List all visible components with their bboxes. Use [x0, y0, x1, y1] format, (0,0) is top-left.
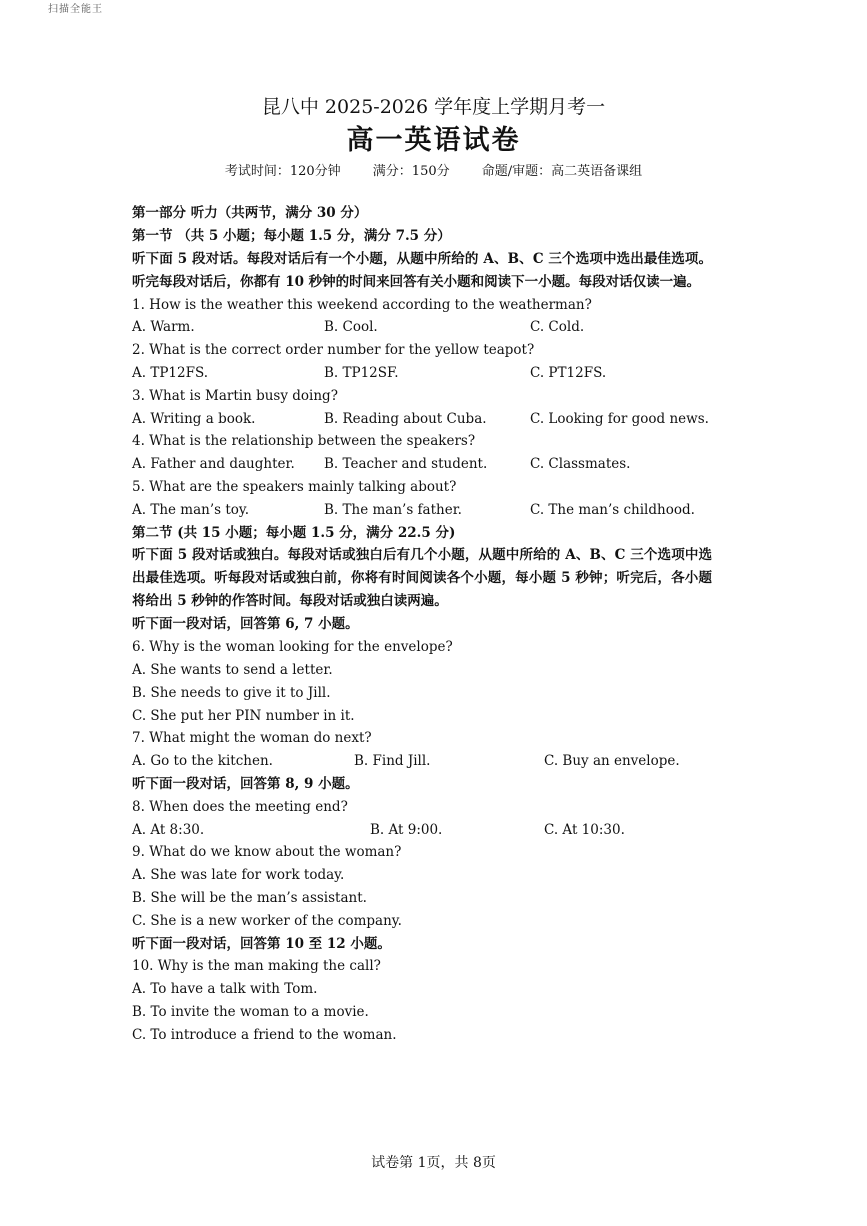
question-stem: 5. What are the speakers mainly talking about?: [132, 478, 457, 495]
question-options: [132, 408, 712, 431]
option-a: A. Warm.: [132, 319, 195, 336]
page-footer: 试卷第 1页，共 8页: [371, 1155, 496, 1171]
question-stem: 8. When does the meeting end?: [132, 798, 348, 815]
setter: 命题/审题：高二英语备课组: [481, 164, 643, 179]
option-c: C. The man’s childhood.: [530, 501, 695, 518]
question-stem: 7. What might the woman do next?: [132, 730, 372, 747]
question-stem: 2. What is the correct order number for the yellow teapot?: [132, 342, 535, 359]
option-a: A. Father and daughter.: [132, 456, 295, 473]
option-b: B. Teacher and student.: [324, 456, 488, 473]
option-b: B. Reading about Cuba.: [324, 410, 487, 427]
question-stem: 10. Why is the man making the call?: [132, 958, 381, 975]
option-b: B. The man’s father.: [324, 501, 462, 518]
exam-content: [132, 202, 712, 1047]
part1-heading: 第一部分 听力（共两节，满分 30 分）: [132, 205, 368, 221]
section1-instructions: 听下面 5 段对话。每段对话后有一个小题，从题中所给的 A、B、C 三个选项中选出最佳选项。听完每段对话后，你都有 10 秒钟的时间来回答有关小题和阅读下一小题。每段对话仅读一遍。: [132, 250, 712, 290]
option-c: C. PT12FS.: [530, 364, 607, 381]
option-c: C. Cold.: [530, 319, 585, 336]
option-b: B. Cool.: [324, 319, 378, 336]
option-a: A. She was late for work today.: [132, 867, 345, 884]
section2-heading: 第二节 (共 15 小题；每小题 1.5 分，满分 22.5 分): [132, 524, 456, 541]
group-intro: 听下面一段对话，回答第 6, 7 小题。: [132, 616, 359, 633]
option-a: A. To have a talk with Tom.: [132, 981, 318, 998]
option-a: A. The man’s toy.: [132, 501, 250, 518]
option-a: A. She wants to send a letter.: [132, 661, 333, 678]
question-options: [132, 819, 712, 842]
option-c: C. At 10:30.: [544, 821, 625, 838]
option-b: B. To invite the woman to a movie.: [132, 1003, 369, 1020]
option-c: C. To introduce a friend to the woman.: [132, 1026, 397, 1043]
option-a: A. TP12FS.: [132, 364, 209, 381]
question-options: [132, 316, 712, 339]
option-a: A. Go to the kitchen.: [132, 753, 273, 770]
option-c: C. She put her PIN number in it.: [132, 707, 355, 724]
exam-paper-title: 高一英语试卷: [346, 125, 521, 156]
option-b: B. At 9:00.: [370, 821, 443, 838]
exam-meta: [0, 160, 867, 179]
section1-heading: 第一节 （共 5 小题；每小题 1.5 分，满分 7.5 分）: [132, 227, 451, 244]
option-b: B. TP12SF.: [324, 364, 399, 381]
option-c: C. She is a new worker of the company.: [132, 912, 402, 929]
option-c: C. Buy an envelope.: [544, 753, 680, 770]
group-intro: 听下面一段对话，回答第 8, 9 小题。: [132, 775, 359, 792]
corner-watermark: 扫描全能王: [48, 4, 103, 15]
option-c: C. Looking for good news.: [530, 410, 709, 427]
question-options: [132, 362, 712, 385]
question-options: [132, 499, 712, 522]
question-stem: 1. How is the weather this weekend according to the weatherman?: [132, 296, 592, 313]
option-a: A. Writing a book.: [132, 410, 256, 427]
question-stem: 3. What is Martin busy doing?: [132, 387, 338, 404]
question-options: [132, 453, 712, 476]
option-b: B. Find Jill.: [354, 753, 431, 770]
option-b: B. She needs to give it to Jill.: [132, 684, 331, 701]
question-stem: 9. What do we know about the woman?: [132, 844, 402, 861]
exam-school-title: 昆八中 2025-2026 学年度上学期月考一: [261, 96, 606, 118]
question-stem: 4. What is the relationship between the speakers?: [132, 433, 476, 450]
exam-time: 考试时间：120分钟: [224, 164, 341, 179]
section2-instructions: 听下面 5 段对话或独白。每段对话或独白后有几个小题，从题中所给的 A、B、C 三个选项中选出最佳选项。听每段对话或独白前，你将有时间阅读各个小题，每小题 5 秒钟；听完后，各小题将给出 5 秒钟的作答时间。每段对话或独白读两遍。: [132, 547, 712, 610]
option-c: C. Classmates.: [530, 456, 631, 473]
option-a: A. At 8:30.: [132, 821, 205, 838]
question-options: [132, 750, 712, 773]
option-b: B. She will be the man’s assistant.: [132, 889, 367, 906]
full-score: 满分：150分: [372, 164, 450, 179]
group-intro: 听下面一段对话，回答第 10 至 12 小题。: [132, 935, 391, 952]
question-stem: 6. Why is the woman looking for the envelope?: [132, 639, 453, 656]
